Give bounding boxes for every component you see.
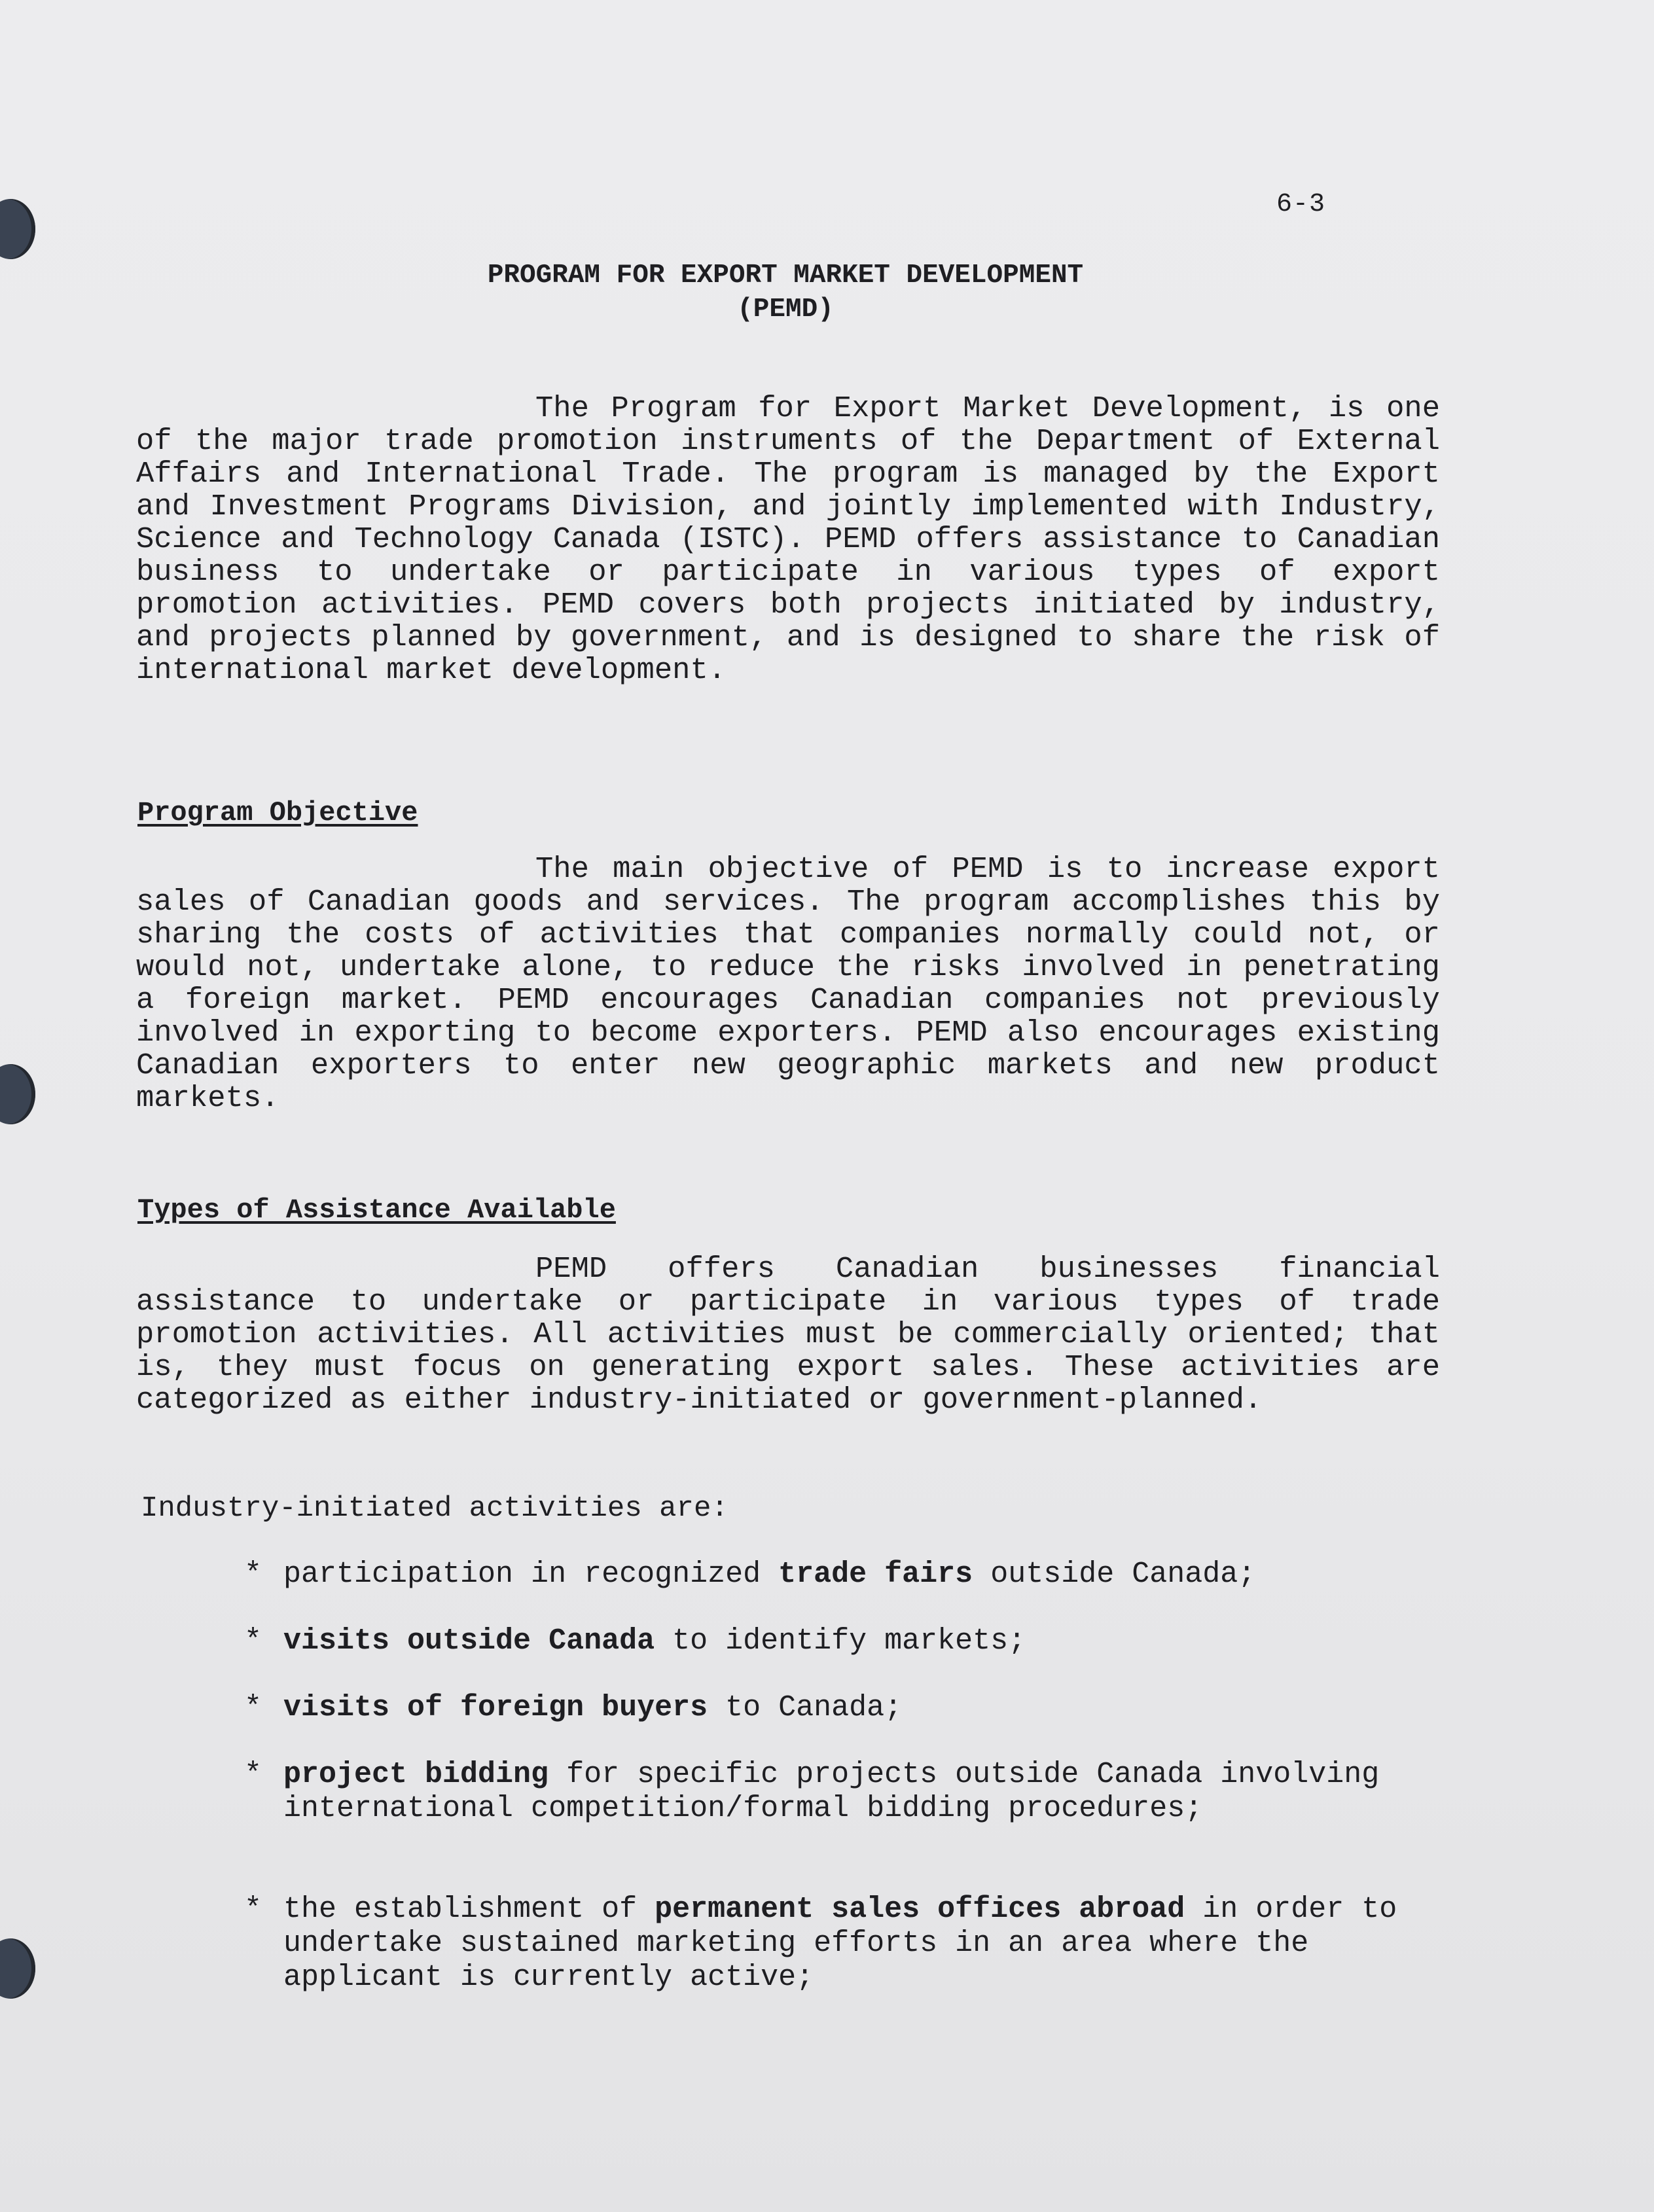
document-title: PROGRAM FOR EXPORT MARKET DEVELOPMENT [487,260,1084,291]
bullet-marker: * [244,1558,262,1591]
list-item: * visits of foreign buyers to Canada; [244,1691,903,1724]
binder-hole-bottom [0,1938,35,1999]
page-number: 6-3 [1276,190,1326,219]
intro-paragraph: The Program for Export Market Development, is one of the major trade promotion instruments of the Department of External Affairs and International Trade. The program is managed by the Export and Investment Programs Division, and jointly implemented with Industry, Science and Technology Canada (ISTC). PEMD offers assistance to Canadian business to undertake or participate in various types of export promotion activities. PEMD covers both projects initiated by industry, and projects planned by government, and is designed to share the risk of international market development. [136,391,1440,687]
bullet-marker: * [244,1758,262,1791]
document-subtitle: (PEMD) [737,294,834,325]
bullet-marker: * [244,1893,262,1926]
list-item: * the establishment of permanent sales offices abroad in order to undertake sustained marketing efforts in an area where the applicant is currently active; [244,1893,1397,1994]
section-heading-assistance: Types of Assistance Available [137,1194,616,1226]
binder-hole-middle [0,1064,35,1124]
bullet-marker: * [244,1691,262,1724]
list-item: * visits outside Canada to identify markets; [244,1624,1026,1658]
list-item: * project bidding for specific projects outside Canada involving international competition/formal bidding procedures; [244,1758,1380,1825]
assistance-paragraph: PEMD offers Canadian businesses financial assistance to undertake or participate in various types of trade promotion activities. All activities must be commercially oriented; that is, they must focus on generating export sales. These activities are categorized as either industry-initiated or government-planned. [136,1252,1440,1417]
binder-hole-top [0,199,35,259]
section-heading-objective: Program Objective [137,797,418,829]
bullet-marker: * [244,1624,262,1658]
objective-paragraph: The main objective of PEMD is to increase export sales of Canadian goods and services. The program accomplishes this by sharing the costs of activities that companies normally could not, or would not, undertake alone, to reduce the risks involved in penetrating a foreign market. PEMD encourages Canadian companies not previously involved in exporting to become exporters. PEMD also encourages existing Canadian exporters to enter new geographic markets and new product markets. [136,852,1440,1115]
list-intro: Industry-initiated activities are: [141,1492,728,1525]
list-item: * participation in recognized trade fairs outside Canada; [244,1558,1256,1591]
